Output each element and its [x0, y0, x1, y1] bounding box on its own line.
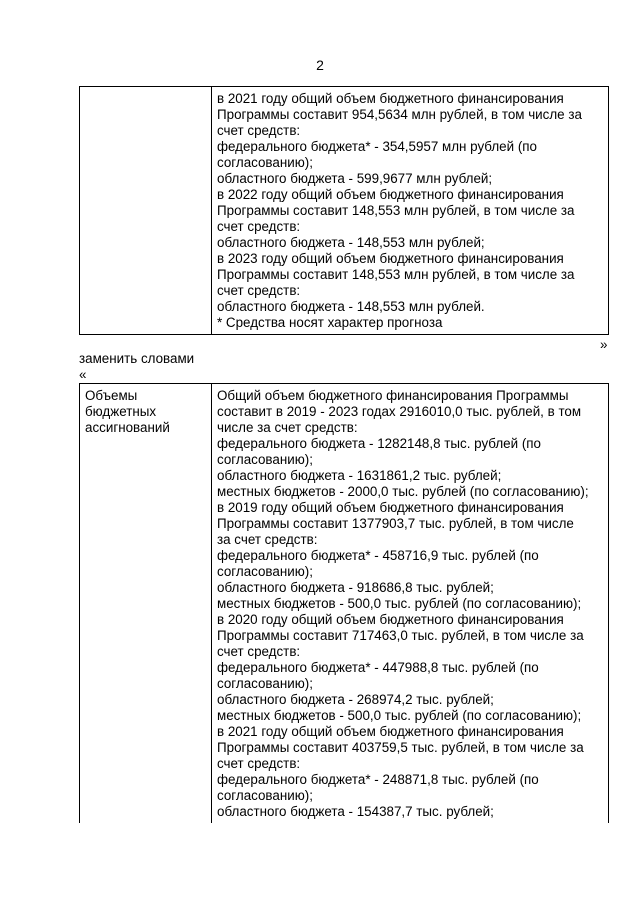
text-line: областного бюджета - 268974,2 тыс. рублей; [217, 692, 494, 707]
text-line: Программы составит 148,553 млн рублей, в том числе за [217, 267, 575, 282]
text-line: областного бюджета - 918686,8 тыс. рублей; [217, 580, 494, 595]
text-line: счет средств: [217, 644, 301, 659]
text-line: областного бюджета - 154387,7 тыс. рублей; [217, 804, 494, 819]
text-line: федерального бюджета* - 248871,8 тыс. рублей (по [217, 772, 539, 787]
text-line: * Средства носят характер прогноза [217, 315, 443, 330]
text-line: областного бюджета - 148,553 млн рублей. [217, 299, 485, 314]
text-line: федерального бюджета* - 447988,8 тыс. рублей (по [217, 660, 539, 675]
budget-table-old [79, 86, 609, 335]
text-line: счет средств: [217, 756, 301, 771]
text-line: Общий объем бюджетного финансирования Программы [217, 388, 569, 403]
text-line: согласованию); [217, 788, 313, 803]
text-line: федерального бюджета* - 354,5957 млн рублей (по [217, 139, 537, 154]
text-line: счет средств: [217, 283, 301, 298]
text-line: за счет средств: [217, 532, 318, 547]
text-line: счет средств: [217, 123, 301, 138]
text-line: в 2021 году общий объем бюджетного финансирования [217, 724, 564, 739]
content-cell [212, 384, 609, 824]
label-cell [80, 87, 212, 335]
text-line: составит в 2019 - 2023 годах 2916010,0 тыс. рублей, в том [217, 404, 582, 419]
table-row [80, 384, 609, 824]
text-line: областного бюджета - 599,9677 млн рублей; [217, 171, 493, 186]
text-line: согласованию); [217, 155, 313, 170]
text-line: в 2023 году общий объем бюджетного финансирования [217, 251, 564, 266]
opening-quote: « [79, 367, 87, 382]
text-line: числе за счет средств: [217, 420, 358, 435]
text-line: Программы составит 954,5634 млн рублей, в том числе за [217, 107, 582, 122]
text-line: Объемы [85, 388, 138, 403]
text-line: областного бюджета - 148,553 млн рублей; [217, 235, 485, 250]
text-line: в 2021 году общий объем бюджетного финансирования [217, 91, 564, 106]
table-row [80, 87, 609, 335]
text-line: местных бюджетов - 2000,0 тыс. рублей (по согласованию); [217, 484, 589, 499]
text-line: Программы составит 717463,0 тыс. рублей, в том числе за [217, 628, 584, 643]
closing-quote: » [600, 337, 608, 352]
text-line: в 2019 году общий объем бюджетного финансирования [217, 500, 564, 515]
text-line: ассигнований [85, 420, 170, 435]
text-line: местных бюджетов - 500,0 тыс. рублей (по согласованию); [217, 596, 582, 611]
text-line: в 2020 году общий объем бюджетного финансирования [217, 612, 564, 627]
content-cell [212, 87, 609, 335]
text-line: Программы составит 403759,5 тыс. рублей, в том числе за [217, 740, 584, 755]
text-line: бюджетных [85, 404, 157, 419]
text-line: Программы составит 1377903,7 тыс. рублей, в том числе [217, 516, 574, 531]
text-line: федерального бюджета - 1282148,8 тыс. рублей (по [217, 436, 541, 451]
budget-table-new [79, 383, 609, 823]
page-number: 2 [316, 57, 324, 73]
text-line: областного бюджета - 1631861,2 тыс. рублей; [217, 468, 502, 483]
text-line: согласованию); [217, 564, 313, 579]
text-line: Программы составит 148,553 млн рублей, в том числе за [217, 203, 575, 218]
text-line: согласованию); [217, 676, 313, 691]
text-line: счет средств: [217, 219, 301, 234]
replace-instruction: заменить словами [79, 351, 195, 366]
label-cell [80, 384, 212, 824]
text-line: местных бюджетов - 500,0 тыс. рублей (по согласованию); [217, 708, 582, 723]
text-line: согласованию); [217, 452, 313, 467]
text-line: федерального бюджета* - 458716,9 тыс. рублей (по [217, 548, 539, 563]
text-line: в 2022 году общий объем бюджетного финансирования [217, 187, 564, 202]
